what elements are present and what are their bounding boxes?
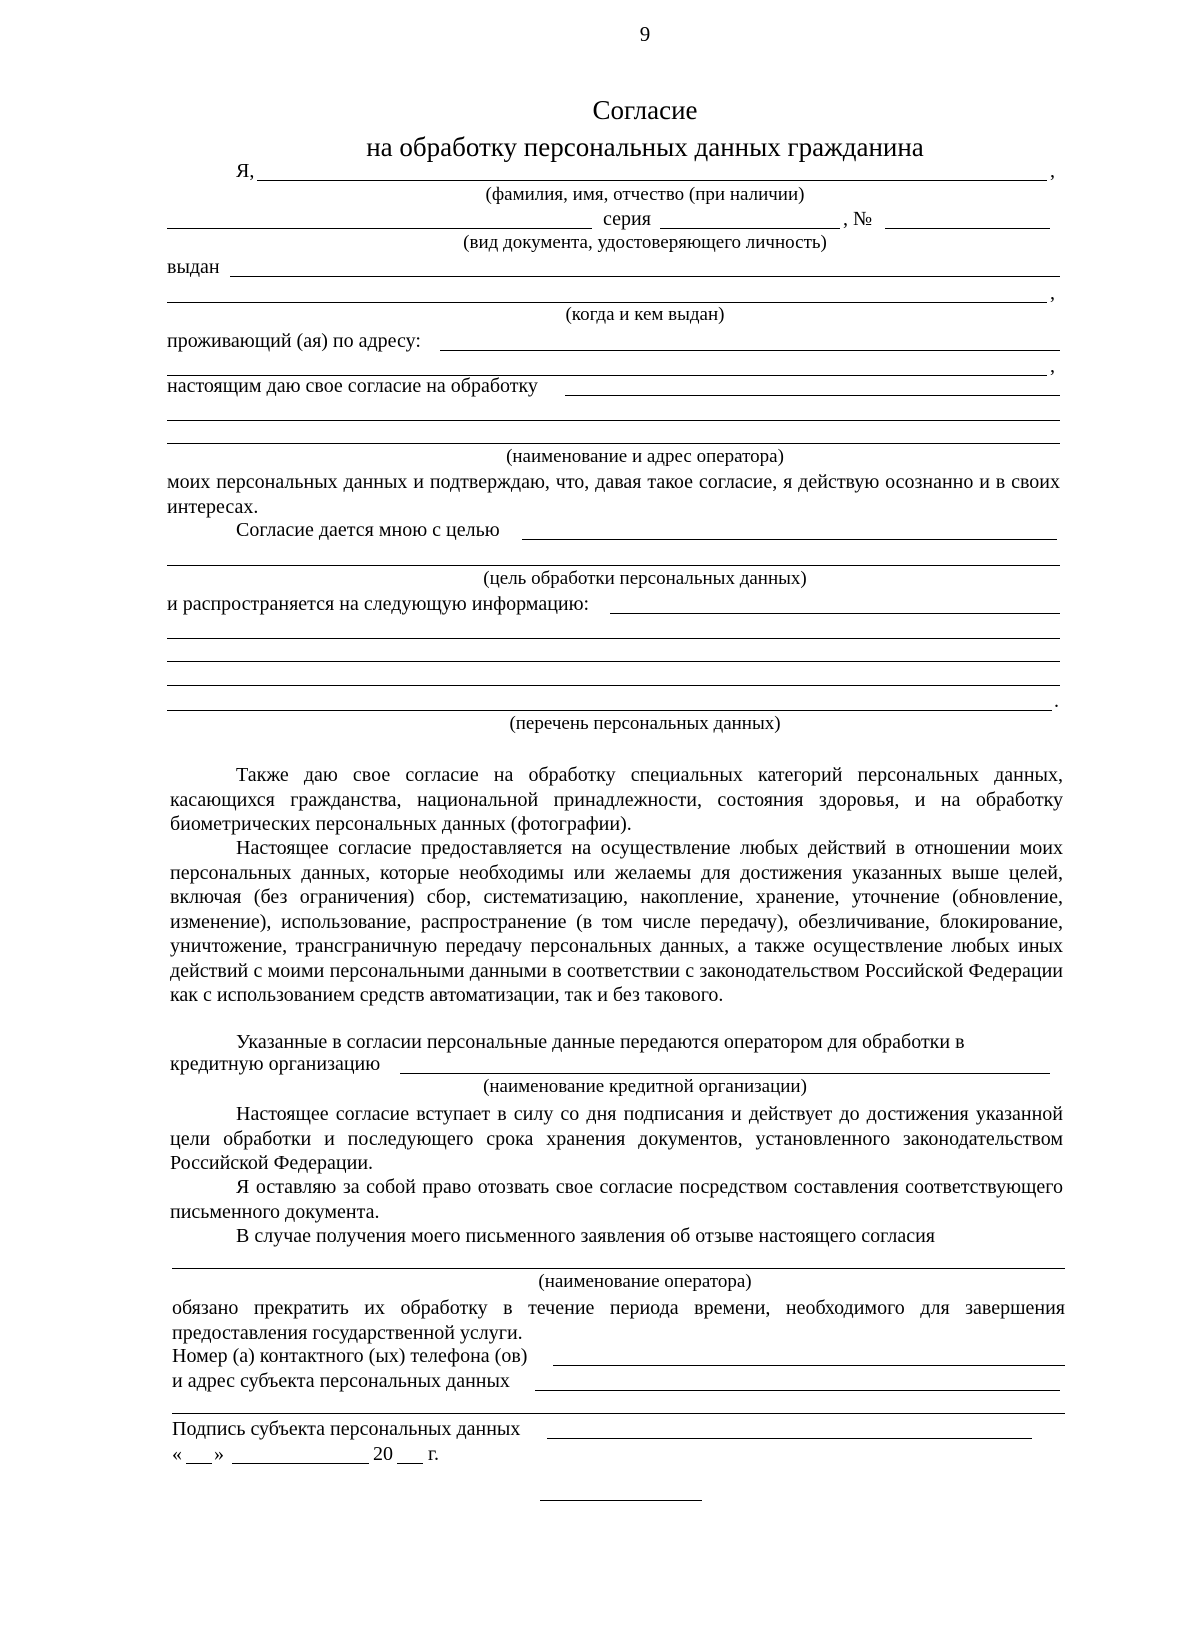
operator-field-2[interactable] <box>167 420 1060 421</box>
date-quote-close: » <box>214 1443 224 1465</box>
doc-caption: (вид документа, удостоверяющего личность) <box>463 232 827 253</box>
paragraph-obliged: обязано прекратить их обработку в течение периода времени, необходимого для завершения предоставления государственной услуги. <box>172 1297 1065 1344</box>
info-field-4[interactable] <box>167 685 1060 686</box>
operator-field-3[interactable] <box>167 443 1060 444</box>
comma-3: , <box>1050 355 1055 377</box>
info-field-3[interactable] <box>167 661 1060 662</box>
bank-label: кредитную организацию <box>170 1053 381 1075</box>
purpose-label: Согласие дается мною с целью <box>236 519 500 541</box>
paragraph-revoke-case: В случае получения моего письменного заявления об отзыве настоящего согласия <box>236 1225 935 1247</box>
paragraph-transfer: Указанные в согласии персональные данные передаются оператором для обработки в <box>236 1031 965 1053</box>
address-field[interactable] <box>440 350 1060 351</box>
fio-caption: (фамилия, имя, отчество (при наличии) <box>485 184 805 205</box>
date-month-field[interactable] <box>232 1463 369 1464</box>
page-number: 9 <box>639 22 651 46</box>
operator2-field[interactable] <box>172 1268 1065 1269</box>
end-divider <box>540 1500 702 1501</box>
vydan-field[interactable] <box>230 276 1060 277</box>
signature-label: Подпись субъекта персональных данных <box>172 1418 521 1440</box>
date-quote-open: « <box>172 1443 182 1465</box>
number-label: , № <box>843 208 873 230</box>
phone-field[interactable] <box>553 1365 1065 1366</box>
purpose-caption: (цель обработки персональных данных) <box>483 568 807 589</box>
consent-text: моих персональных данных и подтверждаю, что, давая такое согласие, я действую осознанно и в своих интересах. <box>167 471 1060 518</box>
seria-field[interactable] <box>660 228 840 229</box>
vydan-label: выдан <box>167 256 220 278</box>
address-label: проживающий (ая) по адресу: <box>167 330 421 352</box>
consent-label: настоящим даю свое согласие на обработку <box>167 375 538 397</box>
info-field[interactable] <box>610 613 1060 614</box>
fio-field[interactable] <box>257 180 1047 181</box>
period: . <box>1054 690 1059 712</box>
date-year-field[interactable] <box>397 1463 423 1464</box>
paragraph-actions: Настоящее согласие предоставляется на осуществление любых действий в отношении моих персональных данных, которые необходимы или желаемы для достижения указанных выше целей, включая (без ограничения) сбор, систематизацию, накопление, хранение, уточнение (обновление, изменение), использование, распространение (в том числе передачу), обезличивание, блокирование, уничтожение, трансграничную передачу персональных данных, а также осуществление любых иных действий с моими персональными данными в соответствии с законодательством Российской Федерации как с использованием средств автоматизации, так и без такового. <box>170 837 1063 1006</box>
comma-2: , <box>1050 282 1055 304</box>
year-prefix: 20 <box>373 1443 393 1465</box>
date-day-field[interactable] <box>186 1463 212 1464</box>
bank-caption: (наименование кредитной организации) <box>483 1076 807 1097</box>
phone-label: Номер (а) контактного (ых) телефона (ов) <box>172 1345 528 1367</box>
when-caption: (когда и кем выдан) <box>565 304 725 325</box>
paragraph-validity: Настоящее согласие вступает в силу со дня подписания и действует до достижения указанной цели обработки и последующего срока хранения документов, установленного законодательством Российской Федерации. <box>170 1103 1063 1174</box>
number-field[interactable] <box>885 228 1050 229</box>
seria-label: серия <box>603 208 651 230</box>
purpose-field[interactable] <box>522 539 1057 540</box>
operator-caption: (наименование и адрес оператора) <box>506 446 784 467</box>
info-field-2[interactable] <box>167 638 1060 639</box>
signature-field[interactable] <box>547 1438 1032 1439</box>
document-title: Согласие <box>592 95 698 125</box>
info-field-5[interactable] <box>167 710 1052 711</box>
operator2-caption: (наименование оператора) <box>538 1271 752 1292</box>
ya-label: Я, <box>236 160 255 182</box>
doc-type-field[interactable] <box>167 228 592 229</box>
bank-field[interactable] <box>400 1073 1050 1074</box>
list-caption: (перечень персональных данных) <box>509 713 781 734</box>
document-subtitle: на обработку персональных данных гражданина <box>366 132 924 162</box>
comma-1: , <box>1050 160 1055 182</box>
purpose-field-2[interactable] <box>167 565 1060 566</box>
subject-address-label: и адрес субъекта персональных данных <box>172 1370 510 1392</box>
paragraph-revoke: Я оставляю за собой право отозвать свое согласие посредством составления соответствующего письменного документа. <box>170 1176 1063 1223</box>
paragraph-special-categories: Также даю свое согласие на обработку специальных категорий персональных данных, касающихся гражданства, национальной принадлежности, состояния здоровья, и на обработку биометрических персональных данных (фотографии). <box>170 764 1063 835</box>
info-label: и распространяется на следующую информацию: <box>167 593 590 615</box>
vydan-field-2[interactable] <box>167 302 1047 303</box>
operator-field[interactable] <box>565 395 1060 396</box>
subject-address-field[interactable] <box>535 1390 1060 1391</box>
year-suffix: г. <box>428 1443 439 1465</box>
subject-address-field-2[interactable] <box>172 1413 1065 1414</box>
